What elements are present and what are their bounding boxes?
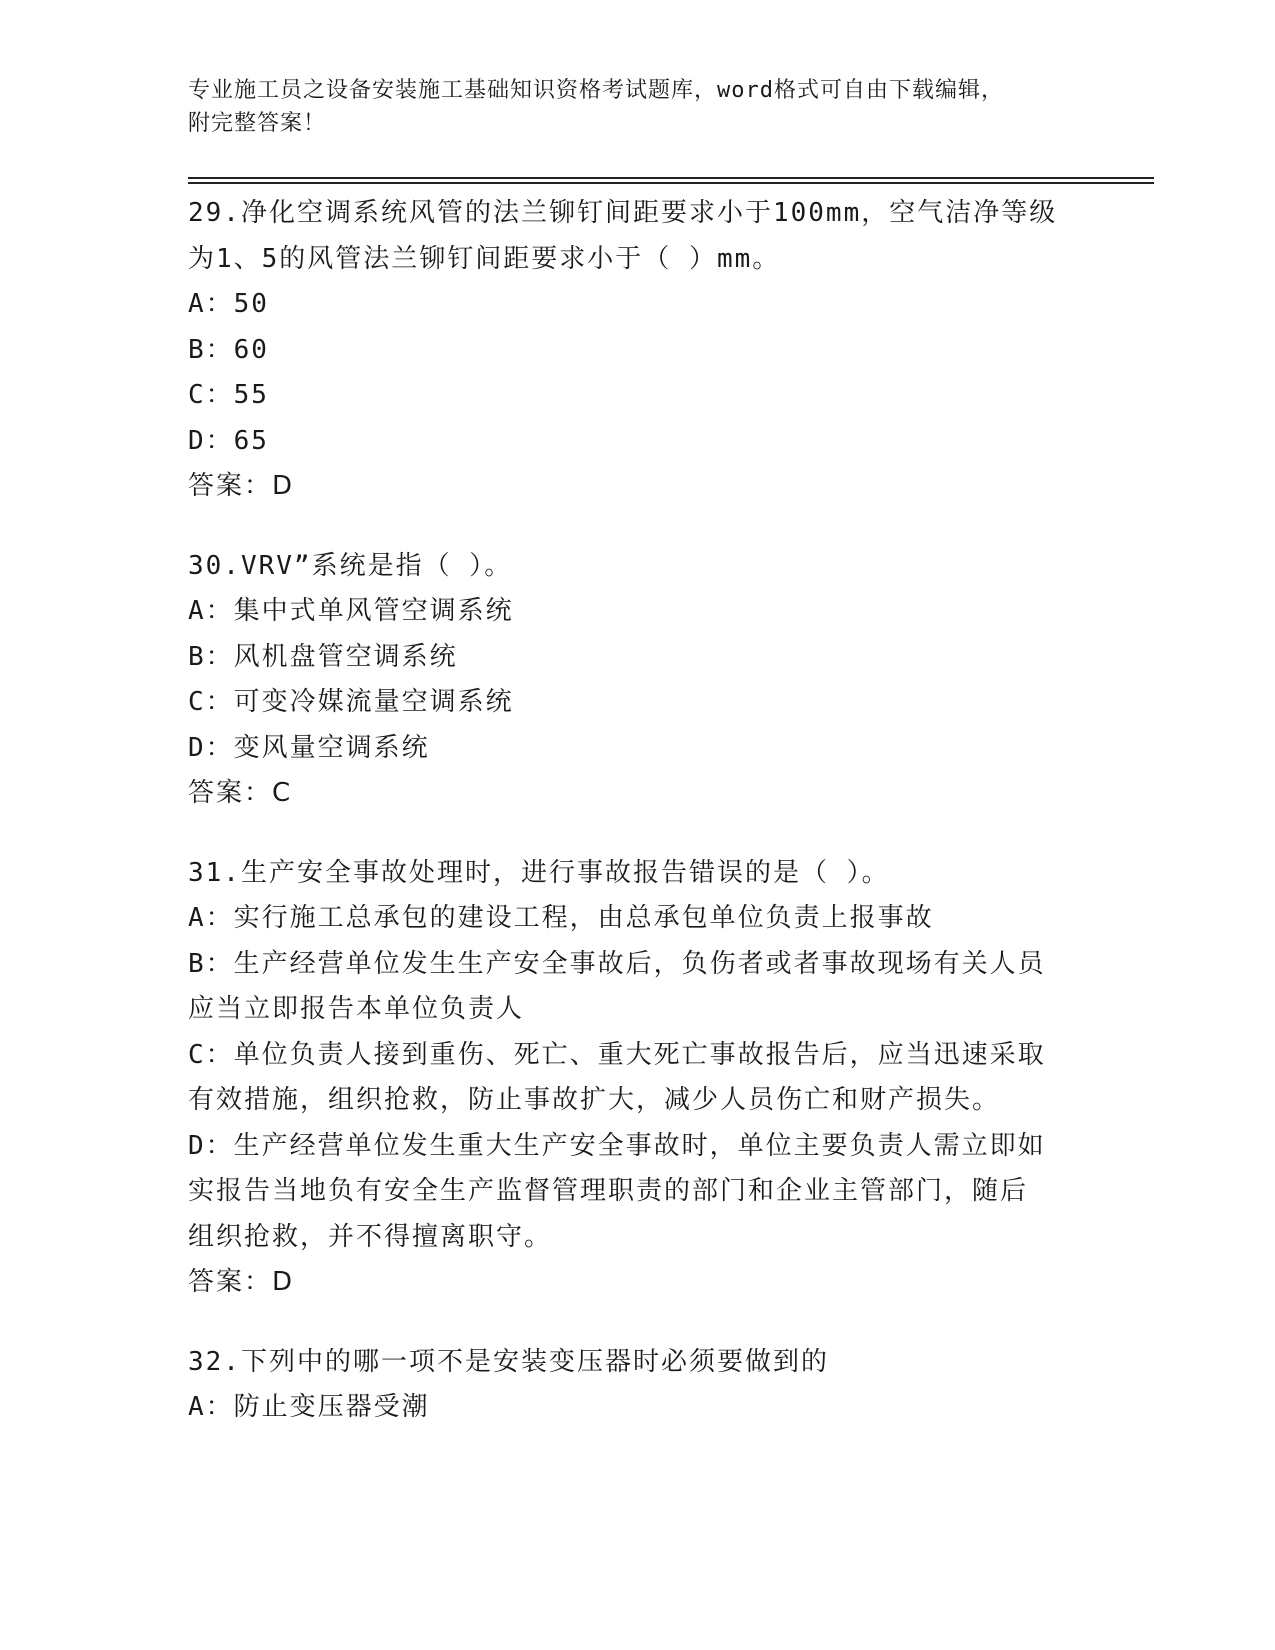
option-text-line: A：防止变压器受潮 bbox=[188, 1392, 430, 1422]
option-text-line: D：生产经营单位发生重大生产安全事故时，单位主要负责人需立即如 bbox=[188, 1130, 1046, 1161]
option-B bbox=[188, 328, 1088, 374]
header-line-1: 专业施工员之设备安装施工基础知识资格考试题库，word格式可自由下载编辑， bbox=[188, 78, 1004, 103]
answer-line: 答案：D bbox=[188, 471, 295, 501]
question-4 bbox=[188, 1340, 1088, 1431]
question-stem-line: 为1、5的风管法兰铆钉间距要求小于（ ）mm。 bbox=[188, 243, 781, 274]
option-A bbox=[188, 282, 1088, 328]
option-text-line: B：60 bbox=[188, 334, 269, 365]
option-text-line: A：50 bbox=[188, 289, 269, 319]
answer-line: 答案：D bbox=[188, 1267, 295, 1297]
option-D bbox=[188, 1124, 1088, 1261]
option-C bbox=[188, 373, 1088, 419]
question-stem-line: 32.下列中的哪一项不是安装变压器时必须要做到的 bbox=[188, 1346, 829, 1377]
header-line-2: 附完整答案！ bbox=[188, 111, 327, 136]
option-A bbox=[188, 896, 1088, 942]
header-rule-top bbox=[188, 177, 1154, 179]
option-text-line: 实报告当地负有安全生产监督管理职责的部门和企业主管部门，随后 bbox=[188, 1176, 1029, 1206]
document-header bbox=[188, 74, 1088, 140]
question-stem-line: 31.生产安全事故处理时，进行事故报告错误的是（ ）。 bbox=[188, 857, 890, 888]
question-list bbox=[188, 191, 1088, 1465]
option-text-line: D：变风量空调系统 bbox=[188, 732, 430, 763]
option-D bbox=[188, 726, 1088, 772]
option-text-line: 有效措施，组织抢救，防止事故扩大，减少人员伤亡和财产损失。 bbox=[188, 1085, 1001, 1115]
option-text-line: C：可变冷媒流量空调系统 bbox=[188, 687, 514, 717]
option-A bbox=[188, 1385, 1088, 1431]
option-C bbox=[188, 1033, 1088, 1124]
question-stem-line: 30.VRV”系统是指（ ）。 bbox=[188, 550, 513, 581]
question-3 bbox=[188, 851, 1088, 1306]
option-text-line: B：生产经营单位发生生产安全事故后，负伤者或者事故现场有关人员 bbox=[188, 948, 1046, 979]
option-text-line: C：单位负责人接到重伤、死亡、重大死亡事故报告后，应当迅速采取 bbox=[188, 1039, 1046, 1070]
header-rule-bottom bbox=[188, 182, 1154, 184]
option-text-line: D：65 bbox=[188, 425, 269, 456]
option-text-line: C：55 bbox=[188, 380, 269, 410]
option-B bbox=[188, 635, 1088, 681]
option-A bbox=[188, 589, 1088, 635]
question-2 bbox=[188, 544, 1088, 817]
option-text-line: 应当立即报告本单位负责人 bbox=[188, 994, 525, 1024]
option-B bbox=[188, 942, 1088, 1033]
question-1 bbox=[188, 191, 1088, 510]
option-C bbox=[188, 680, 1088, 726]
option-text-line: A：集中式单风管空调系统 bbox=[188, 596, 514, 626]
option-text-line: 组织抢救，并不得擅离职守。 bbox=[188, 1221, 553, 1252]
question-stem-line: 29.净化空调系统风管的法兰铆钉间距要求小于100mm，空气洁净等级 bbox=[188, 198, 1058, 228]
option-text-line: B：风机盘管空调系统 bbox=[188, 641, 458, 672]
option-D bbox=[188, 419, 1088, 465]
answer-line: 答案：C bbox=[188, 778, 293, 808]
option-text-line: A：实行施工总承包的建设工程，由总承包单位负责上报事故 bbox=[188, 903, 934, 933]
